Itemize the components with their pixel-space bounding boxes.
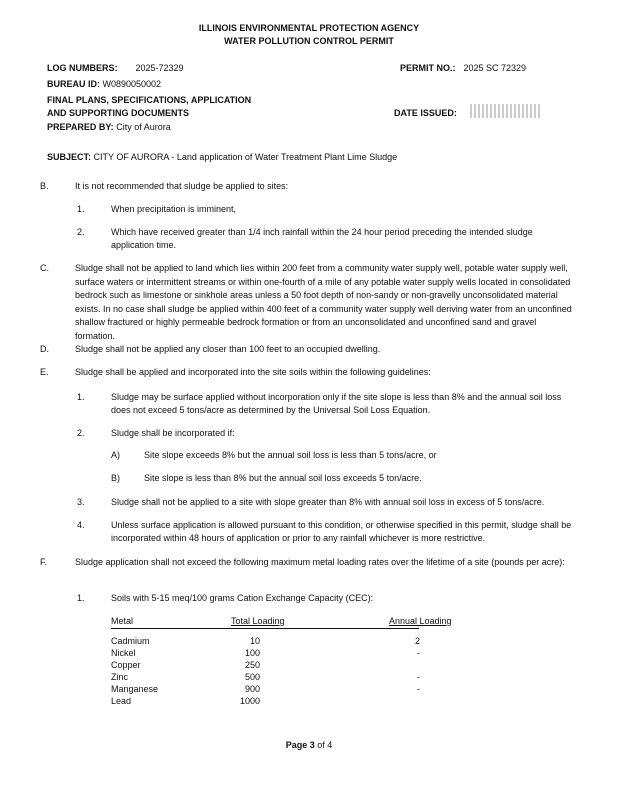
section-letter: B. — [40, 181, 49, 191]
cell-total-loading: 1000 — [239, 696, 260, 706]
subject — [47, 151, 397, 164]
permit-label: PERMIT NO.: — [400, 63, 456, 73]
permit-no — [400, 62, 526, 75]
page-number — [0, 739, 618, 752]
bureau-value: W0890050002 — [102, 79, 162, 89]
item-number: 1. — [77, 204, 85, 214]
bureau-label: BUREAU ID: — [47, 79, 100, 89]
section-b-text: It is not recommended that sludge be applied to sites: — [75, 181, 289, 191]
date-stamp-illegible — [470, 104, 542, 118]
column-header-metal: Metal — [111, 616, 134, 626]
log-label: LOG NUMBERS: — [47, 63, 118, 73]
bureau-id — [47, 78, 161, 91]
section-d-text: Sludge shall not be applied any closer than 100 feet to an occupied dwelling. — [75, 344, 381, 354]
cell-total-loading: 500 — [244, 672, 260, 682]
section-letter: D. — [40, 344, 49, 354]
section-letter: E. — [40, 367, 49, 377]
column-header-annual: Annual Loading — [389, 616, 452, 626]
cell-annual-loading: - — [417, 684, 420, 694]
section-letter: F. — [40, 557, 48, 567]
page-total: of 4 — [314, 740, 333, 750]
item-text: Sludge may be surface applied without incorporation only if the site slope is less than 8% and the annual soil loss does not exceed 5 tons/acre as determined by the Universal Soil Loss Equation. — [111, 392, 562, 415]
prepared-label: PREPARED BY: — [47, 122, 114, 132]
item-text: Which have received greater than 1/4 inch rainfall within the 24 hour period preceding the intended sludge application time. — [111, 227, 533, 250]
cell-total-loading: 10 — [249, 636, 260, 646]
cell-metal: Lead — [111, 696, 132, 706]
item-number: 4. — [77, 520, 85, 530]
item-number: 2. — [77, 227, 85, 237]
item-text: Unless surface application is allowed pursuant to this condition, or otherwise specified in this permit, sludge shall be incorporated within 48 hours of application or prior to any rainfall whichever is more restrictive. — [111, 520, 572, 543]
prepared-by — [47, 121, 171, 134]
section-e-text: Sludge shall be applied and incorporated into the site soils within the following guidelines: — [75, 367, 431, 377]
plans-line1: FINAL PLANS, SPECIFICATIONS, APPLICATION — [47, 95, 252, 105]
log-numbers — [47, 62, 184, 75]
subject-label: SUBJECT: — [47, 152, 92, 162]
item-text: Sludge shall not be applied to a site with slope greater than 8% with annual soil loss in excess of 5 tons/acre. — [111, 497, 545, 507]
cell-annual-loading: 2 — [414, 636, 420, 646]
cell-metal: Copper — [111, 660, 141, 670]
prepared-value: City of Aurora — [116, 122, 171, 132]
permit-value: 2025 SC 72329 — [463, 63, 527, 73]
subitem-text: Site slope is less than 8% but the annual soil loss exceeds 5 ton/acre. — [144, 473, 422, 483]
subitem-text: Site slope exceeds 8% but the annual soil loss is less than 5 tons/acre, or — [144, 450, 437, 460]
cell-total-loading: 250 — [244, 660, 260, 670]
page-current: Page 3 — [285, 740, 315, 750]
item-number: 1. — [77, 392, 85, 402]
cell-annual-loading: - — [417, 672, 420, 682]
cell-total-loading: 900 — [244, 684, 260, 694]
section-letter: C. — [40, 263, 49, 273]
cell-metal: Manganese — [111, 684, 159, 694]
cell-metal: Cadmium — [111, 636, 150, 646]
item-text: Soils with 5-15 meq/100 grams Cation Exchange Capacity (CEC): — [111, 593, 374, 603]
section-f-text: Sludge application shall not exceed the following maximum metal loading rates over the lifetime of a site (pounds per acre): — [75, 557, 565, 567]
cell-annual-loading: - — [417, 648, 420, 658]
item-text: When precipitation is imminent, — [111, 204, 237, 214]
cell-metal: Zinc — [111, 672, 129, 682]
item-number: 3. — [77, 497, 85, 507]
subitem-letter: B) — [111, 473, 120, 483]
agency-name: ILLINOIS ENVIRONMENTAL PROTECTION AGENCY — [198, 23, 420, 33]
date-issued-label: DATE ISSUED: — [394, 108, 457, 118]
section-c-text: Sludge shall not be applied to land which lies within 200 feet from a community water supply well, potable water supply well, surface waters or intermittent streams or within one-fourth of a mile of any potable water supply wells located in consolidated bedrock such as limestone or sinkhole areas unless a 50 foot depth of non-sandy or non-gravelly unconsolidated material exists. In no case shall sludge be applied within 400 feet of a community water supply well deriving water from an unconfined shallow fractured or highly permeable bedrock formation or from an unconsolidated and unconfined sand and gravel formation. — [75, 263, 572, 341]
permit-title: WATER POLLUTION CONTROL PERMIT — [224, 36, 394, 46]
cell-metal: Nickel — [111, 648, 136, 658]
item-text: Sludge shall be incorporated if: — [111, 428, 235, 438]
plans-line2: AND SUPPORTING DOCUMENTS — [47, 108, 190, 118]
cell-total-loading: 100 — [244, 648, 260, 658]
column-header-total: Total Loading — [231, 616, 285, 626]
subitem-letter: A) — [111, 450, 120, 460]
item-number: 1. — [77, 593, 85, 603]
item-number: 2. — [77, 428, 85, 438]
log-value: 2025-72329 — [135, 63, 184, 73]
subject-value: CITY OF AURORA - Land application of Water Treatment Plant Lime Sludge — [93, 152, 398, 162]
